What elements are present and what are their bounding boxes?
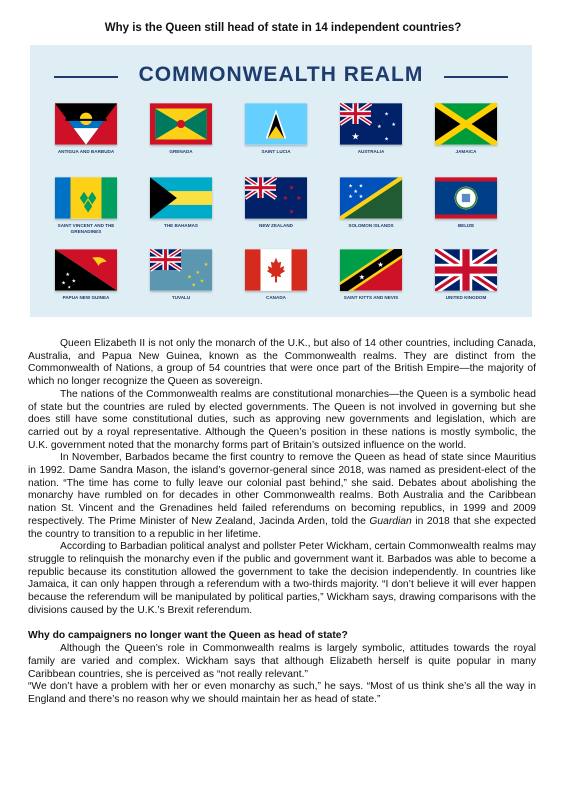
flag-australia-icon xyxy=(340,103,402,145)
page-title: Why is the Queen still head of state in 14 independent countries? xyxy=(104,22,462,34)
flag-card-saint-vincent xyxy=(55,177,117,234)
svg-text:★: ★ xyxy=(358,272,366,282)
article-body xyxy=(28,338,536,707)
svg-text:★: ★ xyxy=(348,194,353,200)
svg-text:★: ★ xyxy=(195,270,201,277)
svg-text:★: ★ xyxy=(282,195,289,203)
flag-label: ANTIGUA AND BARBUDA xyxy=(57,149,115,154)
svg-text:★: ★ xyxy=(384,111,389,118)
flag-grenada-icon xyxy=(150,103,212,145)
flag-bahamas-icon xyxy=(150,177,212,219)
flag-label: PAPUA NEW GUINEA xyxy=(62,295,110,300)
svg-text:★: ★ xyxy=(391,122,397,129)
flag-label: THE BAHAMAS xyxy=(164,223,198,228)
svg-text:★: ★ xyxy=(376,124,382,131)
article-paragraph-4: According to Barbadian political analyst and pollster Peter Wickham, certain Commonwealth realms may struggle to relinquish the monarchy even if the public and government want it. Barbados was able to become a republic because its constitution allowed the government to take the decision independently. In countries like Jamaica, it can only happen through a referendum with a two-thirds majority. “I don’t believe it will ever happen because the referendum will be manipulated by political parties,” Wickham says, drawing comparisons with the divisions caused by the U.K.’s Brexit referendum. xyxy=(28,541,536,616)
svg-text:★: ★ xyxy=(71,278,77,285)
flag-card-jamaica xyxy=(435,103,497,155)
flag-label: SAINT VINCENT AND THE GRENADINES xyxy=(57,223,115,234)
flag-card-australia xyxy=(340,103,402,155)
flag-label: GRENADA xyxy=(169,149,193,154)
svg-text:★: ★ xyxy=(288,184,295,192)
svg-text:★: ★ xyxy=(288,208,295,216)
article-paragraph-2: The nations of the Commonwealth realms are constitutional monarchies—the Queen is a symbolic head of state but the countries are ruled by elected governments. The Queen is not involved in governing but she does still have some constitutional duties, such as approving new governments and legislation, which are carried out by a royal representative. Although the Queen’s position in these nations is mostly symbolic, the U.K. government noted that the monarchy forms part of Britain’s outsized influence on the world. xyxy=(28,388,536,451)
flag-card-saint-lucia xyxy=(245,103,307,155)
flag-card-united-kingdom xyxy=(435,249,497,301)
flag-saint-vincent-icon xyxy=(55,177,117,219)
flag-label: NEW ZEALAND xyxy=(259,223,293,228)
flag-card-new-zealand xyxy=(245,177,307,229)
svg-text:★: ★ xyxy=(358,183,364,190)
flag-saint-lucia-icon xyxy=(245,103,307,145)
flag-canada-icon xyxy=(245,249,307,291)
flag-solomon-islands-icon xyxy=(340,177,402,219)
svg-text:★: ★ xyxy=(358,194,364,200)
flag-papua-new-guinea-icon xyxy=(55,249,117,291)
flag-card-tuvalu xyxy=(150,249,212,301)
publication-name: Guardian xyxy=(369,515,412,527)
svg-text:★: ★ xyxy=(61,280,66,287)
svg-text:★: ★ xyxy=(67,284,72,290)
flag-label: AUSTRALIA xyxy=(357,149,385,154)
paragraph-text: In November, Barbados became the first country to remove the Queen as head of state since Mauritius in 1992. Dame Sandra Mason, the island’s governor-general since 2018, was named as president-elect of the nation. “The time has come to fully leave our colonial past behind,” she said. Debates about abolishing the monarchy have rumbled on for decades in other Commonwealth realms. Both Australia and the Caribbean nation St. Vincent and the Grenadines held failed referendums on becoming republics, in 1999 and 2009 respectively. The Prime Minister of New Zealand, Jacinda Arden, told the xyxy=(28,452,536,527)
svg-text:★: ★ xyxy=(203,261,209,268)
flag-card-antigua xyxy=(55,103,117,155)
flag-card-bahamas xyxy=(150,177,212,229)
flag-label: SOLOMON ISLANDS xyxy=(348,223,394,228)
banner-title: COMMONWEALTH REALM xyxy=(138,63,424,86)
flag-label: UNITED KINGDOM xyxy=(445,295,487,300)
flag-card-solomon-islands xyxy=(340,177,402,229)
flag-tuvalu-icon xyxy=(150,249,212,291)
commonwealth-realm-banner xyxy=(30,45,532,317)
flag-antigua-and-barbuda-icon xyxy=(55,103,117,145)
flag-belize-icon xyxy=(435,177,497,219)
svg-text:★: ★ xyxy=(191,282,196,289)
svg-text:★: ★ xyxy=(295,195,302,203)
svg-text:★: ★ xyxy=(187,274,192,281)
flag-label: SAINT KITTS AND NEVIS xyxy=(343,295,399,300)
svg-text:★: ★ xyxy=(351,131,360,143)
svg-text:★: ★ xyxy=(199,278,205,285)
article-paragraph-3 xyxy=(28,452,536,541)
flag-card-saint-kitts xyxy=(340,249,402,301)
flag-label: TUVALU xyxy=(171,295,191,300)
article-paragraph-6: “We don’t have a problem with her or even monarchy as such,” he says. “Most of us think she’s all the way in England and there’s no reason why we should maintain her as head of state.” xyxy=(28,681,536,705)
svg-text:★: ★ xyxy=(65,272,70,279)
svg-text:★: ★ xyxy=(353,188,359,195)
flag-label: SAINT LUCIA xyxy=(261,149,291,154)
article-paragraph-1: Queen Elizabeth II is not only the monarch of the U.K., but also of 14 other countries, including Canada, Australia, and Papua New Guinea, known as the Commonwealth realms. They are distinct from the Commonwealth of Nations, a group of 54 countries that were once part of the British Empire—the majority of which no longer recognize the Queen as sovereign. xyxy=(28,338,536,388)
banner-header xyxy=(30,63,532,89)
flag-saint-kitts-icon xyxy=(340,249,402,291)
section-heading: Why do campaigners no longer want the Queen as head of state? xyxy=(28,630,348,642)
svg-text:★: ★ xyxy=(384,136,389,143)
flag-united-kingdom-icon xyxy=(435,249,497,291)
flag-card-canada xyxy=(245,249,307,301)
flag-card-papua-new-guinea xyxy=(55,249,117,301)
paragraph-text: in 2018 that she expected the country to transition to a republic in her lifetime. xyxy=(28,515,536,540)
flag-jamaica-icon xyxy=(435,103,497,145)
flag-card-grenada xyxy=(150,103,212,155)
banner-right-rule xyxy=(444,76,508,78)
svg-text:★: ★ xyxy=(377,259,384,269)
flag-label: CANADA xyxy=(266,295,286,300)
flag-card-belize xyxy=(435,177,497,229)
flag-new-zealand-icon xyxy=(245,177,307,219)
flag-label: JAMAICA xyxy=(455,149,477,154)
flag-label: BELIZE xyxy=(457,223,475,228)
svg-text:★: ★ xyxy=(348,183,353,190)
article-paragraph-5: Although the Queen’s role in Commonwealth realms is largely symbolic, attitudes towards the royal family are varied and complex. Wickham says that although Elizabeth herself is quite popular in many Caribbean countries, she is perceived as “not really relevant.” xyxy=(28,643,536,680)
